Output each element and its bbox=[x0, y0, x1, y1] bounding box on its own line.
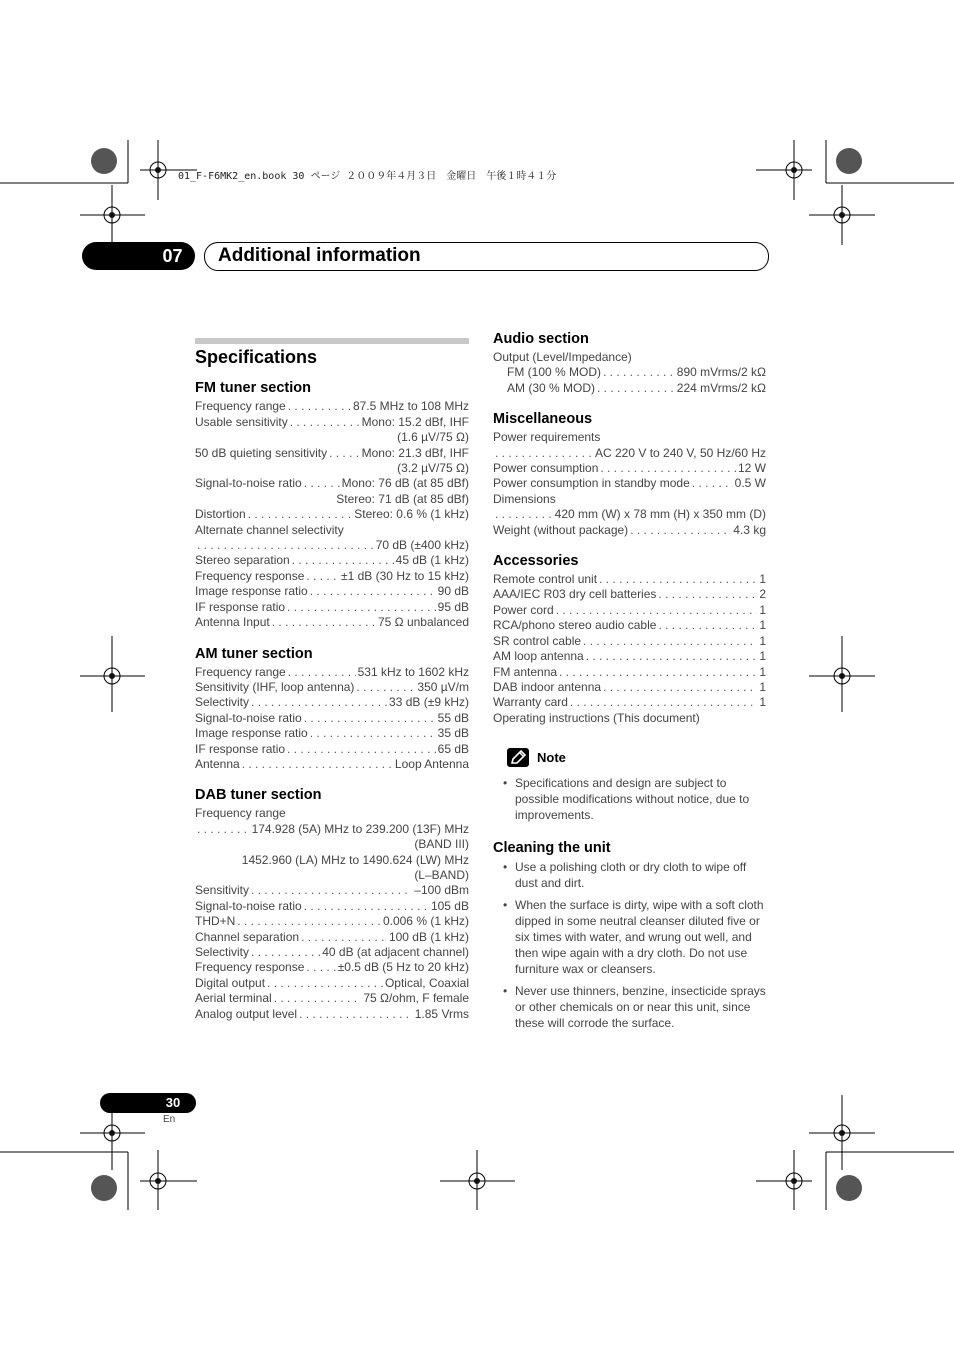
file-info-header: 01_F-F6MK2_en.book 30 ページ ２００９年４月３日 金曜日 午後１時４１分 bbox=[178, 171, 557, 182]
spec-row: Signal-to-noise ratio . . . Mono: 76 dB (at 85 dBf) bbox=[195, 476, 469, 491]
spec-row: Frequency range . . . 531 kHz to 1602 kHz bbox=[195, 665, 469, 680]
list-item: • When the surface is dirty, wipe with a soft cloth dipped in some neutral cleanser diluted five or six times with water, and wrung out well, and then wipe again with a dry cloth. Do not use furniture wax or cleansers. bbox=[503, 898, 764, 977]
list-item: SR control cable . . . 1 bbox=[493, 634, 766, 649]
spec-row: Frequency response . . . ±1 dB (30 Hz to 15 kHz) bbox=[195, 569, 469, 584]
spec-row: Distortion . . . Stereo: 0.6 % (1 kHz) bbox=[195, 507, 469, 522]
audio-heading: Audio section bbox=[493, 331, 589, 347]
spec-label: Dimensions bbox=[493, 491, 556, 506]
spec-row: Power consumption in standby mode . . . 0.5 W bbox=[493, 476, 766, 491]
left-column bbox=[195, 338, 469, 1036]
list-item: • Use a polishing cloth or dry cloth to wipe off dust and dirt. bbox=[503, 860, 747, 891]
accessories-section bbox=[493, 552, 766, 726]
spec-row: Antenna Input . . . 75 Ω unbalanced bbox=[195, 615, 469, 630]
spec-row: Aerial terminal . . . 75 Ω/ohm, F female bbox=[195, 991, 469, 1006]
misc-section bbox=[493, 410, 766, 538]
spec-row: FM (100 % MOD) . . . 890 mVrms/2 kΩ bbox=[493, 365, 766, 380]
audio-section bbox=[493, 330, 766, 396]
spec-row: Sensitivity (IHF, loop antenna) . . . 350 µV/m bbox=[195, 680, 469, 695]
spec-row: Signal-to-noise ratio . . . 105 dB bbox=[195, 899, 469, 914]
list-item: Operating instructions (This document) bbox=[493, 710, 700, 725]
list-item: DAB indoor antenna . . . 1 bbox=[493, 680, 766, 695]
spec-row: Frequency response . . . ±0.5 dB (5 Hz to 20 kHz) bbox=[195, 960, 469, 975]
spec-row: Selectivity . . . 33 dB (±9 kHz) bbox=[195, 695, 469, 710]
spec-row: AM (30 % MOD) . . . 224 mVrms/2 kΩ bbox=[493, 381, 766, 396]
spec-row: . . . 70 dB (±400 kHz) bbox=[195, 538, 469, 553]
list-item: Power cord . . . 1 bbox=[493, 603, 766, 618]
dab-heading: DAB tuner section bbox=[195, 787, 322, 804]
spec-cont: (BAND III) bbox=[414, 837, 469, 852]
spec-row: Analog output level . . . 1.85 Vrms bbox=[195, 1007, 469, 1022]
am-heading: AM tuner section bbox=[195, 645, 313, 662]
spec-cont: (L–BAND) bbox=[414, 867, 469, 882]
spec-row: Digital output . . . Optical, Coaxial bbox=[195, 976, 469, 991]
spec-row: THD+N . . . 0.006 % (1 kHz) bbox=[195, 914, 469, 929]
spec-row: 50 dB quieting sensitivity . . . Mono: 21.3 dBf, IHF bbox=[195, 446, 469, 461]
spec-row: . . . AC 220 V to 240 V, 50 Hz/60 Hz bbox=[493, 446, 766, 461]
spec-row: . . . 420 mm (W) x 78 mm (H) x 350 mm (D) bbox=[493, 507, 766, 522]
spec-row: Channel separation . . . 100 dB (1 kHz) bbox=[195, 930, 469, 945]
spec-label: Alternate channel selectivity bbox=[195, 522, 344, 537]
section-bar bbox=[195, 338, 469, 344]
spec-row: Sensitivity . . . –100 dBm bbox=[195, 883, 469, 898]
spec-row: Image response ratio . . . 90 dB bbox=[195, 584, 469, 599]
dab-tuner-section bbox=[195, 786, 469, 1022]
list-item: Remote control unit . . . 1 bbox=[493, 572, 766, 587]
spec-row: Usable sensitivity . . . Mono: 15.2 dBf, IHF bbox=[195, 415, 469, 430]
pencil-icon bbox=[507, 748, 529, 767]
list-item: AM loop antenna . . . 1 bbox=[493, 649, 766, 664]
page-title: Specifications bbox=[195, 347, 318, 367]
list-item: RCA/phono stereo audio cable . . . 1 bbox=[493, 618, 766, 633]
cleaning-section bbox=[493, 839, 766, 1031]
spec-cont: Stereo: 71 dB (at 85 dBf) bbox=[336, 491, 469, 506]
note-label: Note bbox=[537, 749, 566, 765]
list-item: AAA/IEC R03 dry cell batteries . . . 2 bbox=[493, 587, 766, 602]
right-column bbox=[493, 330, 766, 1045]
cleaning-heading: Cleaning the unit bbox=[493, 840, 611, 857]
spec-row: IF response ratio . . . 95 dB bbox=[195, 600, 469, 615]
list-item: FM antenna . . . 1 bbox=[493, 665, 766, 680]
list-item: • Never use thinners, benzine, insecticide sprays or other chemicals on or near this unit, since these will corrode the surface. bbox=[503, 984, 766, 1031]
spec-row: Image response ratio . . . 35 dB bbox=[195, 726, 469, 741]
note-block bbox=[493, 748, 766, 823]
list-item: • Specifications and design are subject to possible modifications without notice, due to improvements. bbox=[503, 776, 750, 823]
acc-heading: Accessories bbox=[493, 553, 579, 570]
spec-label: Power requirements bbox=[493, 430, 601, 445]
spec-cont: 1452.960 (LA) MHz to 1490.624 (LW) MHz bbox=[241, 852, 469, 867]
fm-tuner-section bbox=[195, 379, 469, 630]
am-tuner-section bbox=[195, 645, 469, 773]
spec-row: IF response ratio . . . 65 dB bbox=[195, 742, 469, 757]
spec-row: . . . 174.928 (5A) MHz to 239.200 (13F) MHz bbox=[195, 822, 469, 837]
spec-row: Antenna . . . Loop Antenna bbox=[195, 757, 469, 772]
spec-row: Signal-to-noise ratio . . . 55 dB bbox=[195, 711, 469, 726]
spec-label: Frequency range bbox=[195, 806, 286, 821]
spec-row: Frequency range . . . 87.5 MHz to 108 MHz bbox=[195, 399, 469, 414]
spec-cont: (1.6 µV/75 Ω) bbox=[397, 430, 469, 445]
chapter-title: Additional information bbox=[218, 245, 421, 266]
spec-row: Stereo separation . . . 45 dB (1 kHz) bbox=[195, 553, 469, 568]
chapter-number: 07 bbox=[162, 246, 183, 266]
spec-row: Weight (without package) . . . 4.3 kg bbox=[493, 523, 766, 538]
spec-label: Output (Level/Impedance) bbox=[493, 350, 632, 364]
spec-row: Selectivity . . . 40 dB (at adjacent channel) bbox=[195, 945, 469, 960]
list-item: Warranty card . . . 1 bbox=[493, 695, 766, 710]
spec-row: Power consumption . . . 12 W bbox=[493, 461, 766, 476]
page-number: 30 bbox=[165, 1095, 181, 1110]
fm-heading: FM tuner section bbox=[195, 380, 312, 397]
misc-heading: Miscellaneous bbox=[493, 411, 593, 428]
page-language: En bbox=[163, 1114, 176, 1125]
spec-cont: (3.2 µV/75 Ω) bbox=[397, 461, 469, 476]
